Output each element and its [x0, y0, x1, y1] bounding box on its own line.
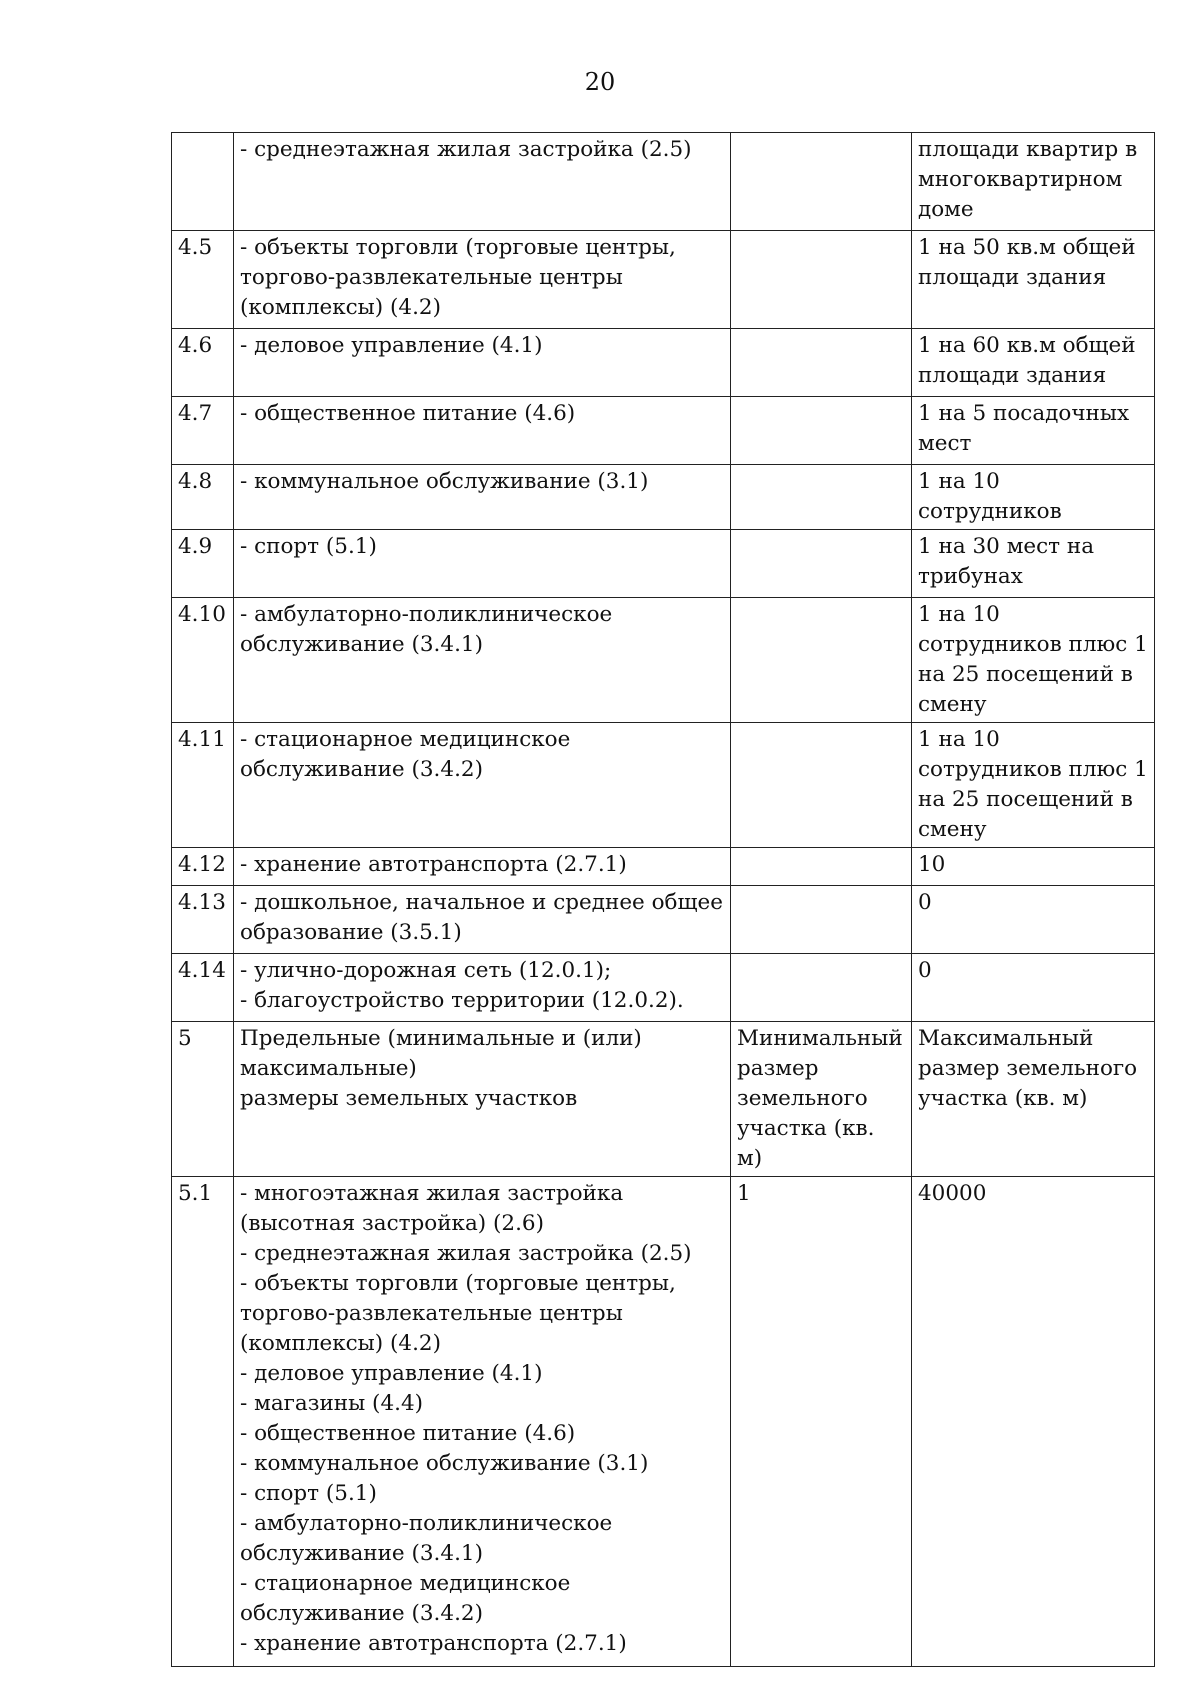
row-number-cell: 4.9: [172, 530, 234, 598]
row-max-cell: 1 на 60 кв.м общей площади здания: [912, 329, 1155, 397]
row-name-cell: - амбулаторно-поликлиническое обслуживание (3.4.1): [234, 598, 731, 723]
row-name-cell: - хранение автотранспорта (2.7.1): [234, 848, 731, 886]
row-number-cell: 4.10: [172, 598, 234, 723]
row-name-cell: - коммунальное обслуживание (3.1): [234, 465, 731, 530]
row-name-cell: - дошкольное, начальное и среднее общее образование (3.5.1): [234, 886, 731, 954]
table-row: [172, 723, 1155, 848]
row-number-cell: 4.8: [172, 465, 234, 530]
row-max-cell: 0: [912, 954, 1155, 1022]
table-body: [172, 133, 1155, 1667]
row-min-cell: Минимальный размер земельного участка (кв. м): [731, 1022, 912, 1177]
row-number-cell: [172, 133, 234, 231]
row-min-cell: 1: [731, 1177, 912, 1667]
row-max-cell: Максимальный размер земельного участка (кв. м): [912, 1022, 1155, 1177]
row-min-cell: [731, 465, 912, 530]
row-number-cell: 4.11: [172, 723, 234, 848]
row-name-cell: Предельные (минимальные и (или) максимальные) размеры земельных участков: [234, 1022, 731, 1177]
row-number-cell: 4.14: [172, 954, 234, 1022]
row-max-cell: 1 на 10 сотрудников: [912, 465, 1155, 530]
table-row: [172, 848, 1155, 886]
row-max-cell: 40000: [912, 1177, 1155, 1667]
requirements-table: [171, 132, 1155, 1667]
row-min-cell: [731, 231, 912, 329]
row-min-cell: [731, 133, 912, 231]
row-name-cell: - деловое управление (4.1): [234, 329, 731, 397]
table-row: [172, 954, 1155, 1022]
row-min-cell: [731, 954, 912, 1022]
row-max-cell: 1 на 30 мест на трибунах: [912, 530, 1155, 598]
table-row: [172, 231, 1155, 329]
row-name-cell: - среднеэтажная жилая застройка (2.5): [234, 133, 731, 231]
table-row: [172, 397, 1155, 465]
table-row: [172, 1022, 1155, 1177]
row-max-cell: площади квартир в многоквартирном доме: [912, 133, 1155, 231]
row-max-cell: 1 на 10 сотрудников плюс 1 на 25 посещений в смену: [912, 598, 1155, 723]
row-number-cell: 5.1: [172, 1177, 234, 1667]
row-min-cell: [731, 886, 912, 954]
row-min-cell: [731, 397, 912, 465]
row-max-cell: 0: [912, 886, 1155, 954]
row-max-cell: 1 на 10 сотрудников плюс 1 на 25 посещений в смену: [912, 723, 1155, 848]
row-min-cell: [731, 530, 912, 598]
row-number-cell: 4.13: [172, 886, 234, 954]
table-row: [172, 329, 1155, 397]
row-number-cell: 4.7: [172, 397, 234, 465]
row-name-cell: - улично-дорожная сеть (12.0.1); - благоустройство территории (12.0.2).: [234, 954, 731, 1022]
table-row: [172, 133, 1155, 231]
row-max-cell: 1 на 5 посадочных мест: [912, 397, 1155, 465]
row-name-cell: - спорт (5.1): [234, 530, 731, 598]
row-name-cell: - общественное питание (4.6): [234, 397, 731, 465]
table-row: [172, 1177, 1155, 1667]
row-number-cell: 5: [172, 1022, 234, 1177]
row-number-cell: 4.12: [172, 848, 234, 886]
row-number-cell: 4.5: [172, 231, 234, 329]
row-max-cell: 1 на 50 кв.м общей площади здания: [912, 231, 1155, 329]
row-number-cell: 4.6: [172, 329, 234, 397]
table-row: [172, 465, 1155, 530]
row-max-cell: 10: [912, 848, 1155, 886]
table-row: [172, 530, 1155, 598]
row-min-cell: [731, 848, 912, 886]
page-number: 20: [584, 68, 616, 96]
row-name-cell: - стационарное медицинское обслуживание (3.4.2): [234, 723, 731, 848]
row-min-cell: [731, 723, 912, 848]
row-name-cell: - многоэтажная жилая застройка (высотная застройка) (2.6) - среднеэтажная жилая застройка (2.5) - объекты торговли (торговые центры, торгово-развлекательные центры (комплексы) (4.2) - деловое управление (4.1) - магазины (4.4) - общественное питание (4.6) - коммунальное обслуживание (3.1) - спорт (5.1) - амбулаторно-поликлиническое обслуживание (3.4.1) - стационарное медицинское обслуживание (3.4.2) - хранение автотранспорта (2.7.1): [234, 1177, 731, 1667]
table-row: [172, 598, 1155, 723]
row-min-cell: [731, 329, 912, 397]
table-row: [172, 886, 1155, 954]
row-min-cell: [731, 598, 912, 723]
row-name-cell: - объекты торговли (торговые центры, торгово-развлекательные центры (комплексы) (4.2): [234, 231, 731, 329]
